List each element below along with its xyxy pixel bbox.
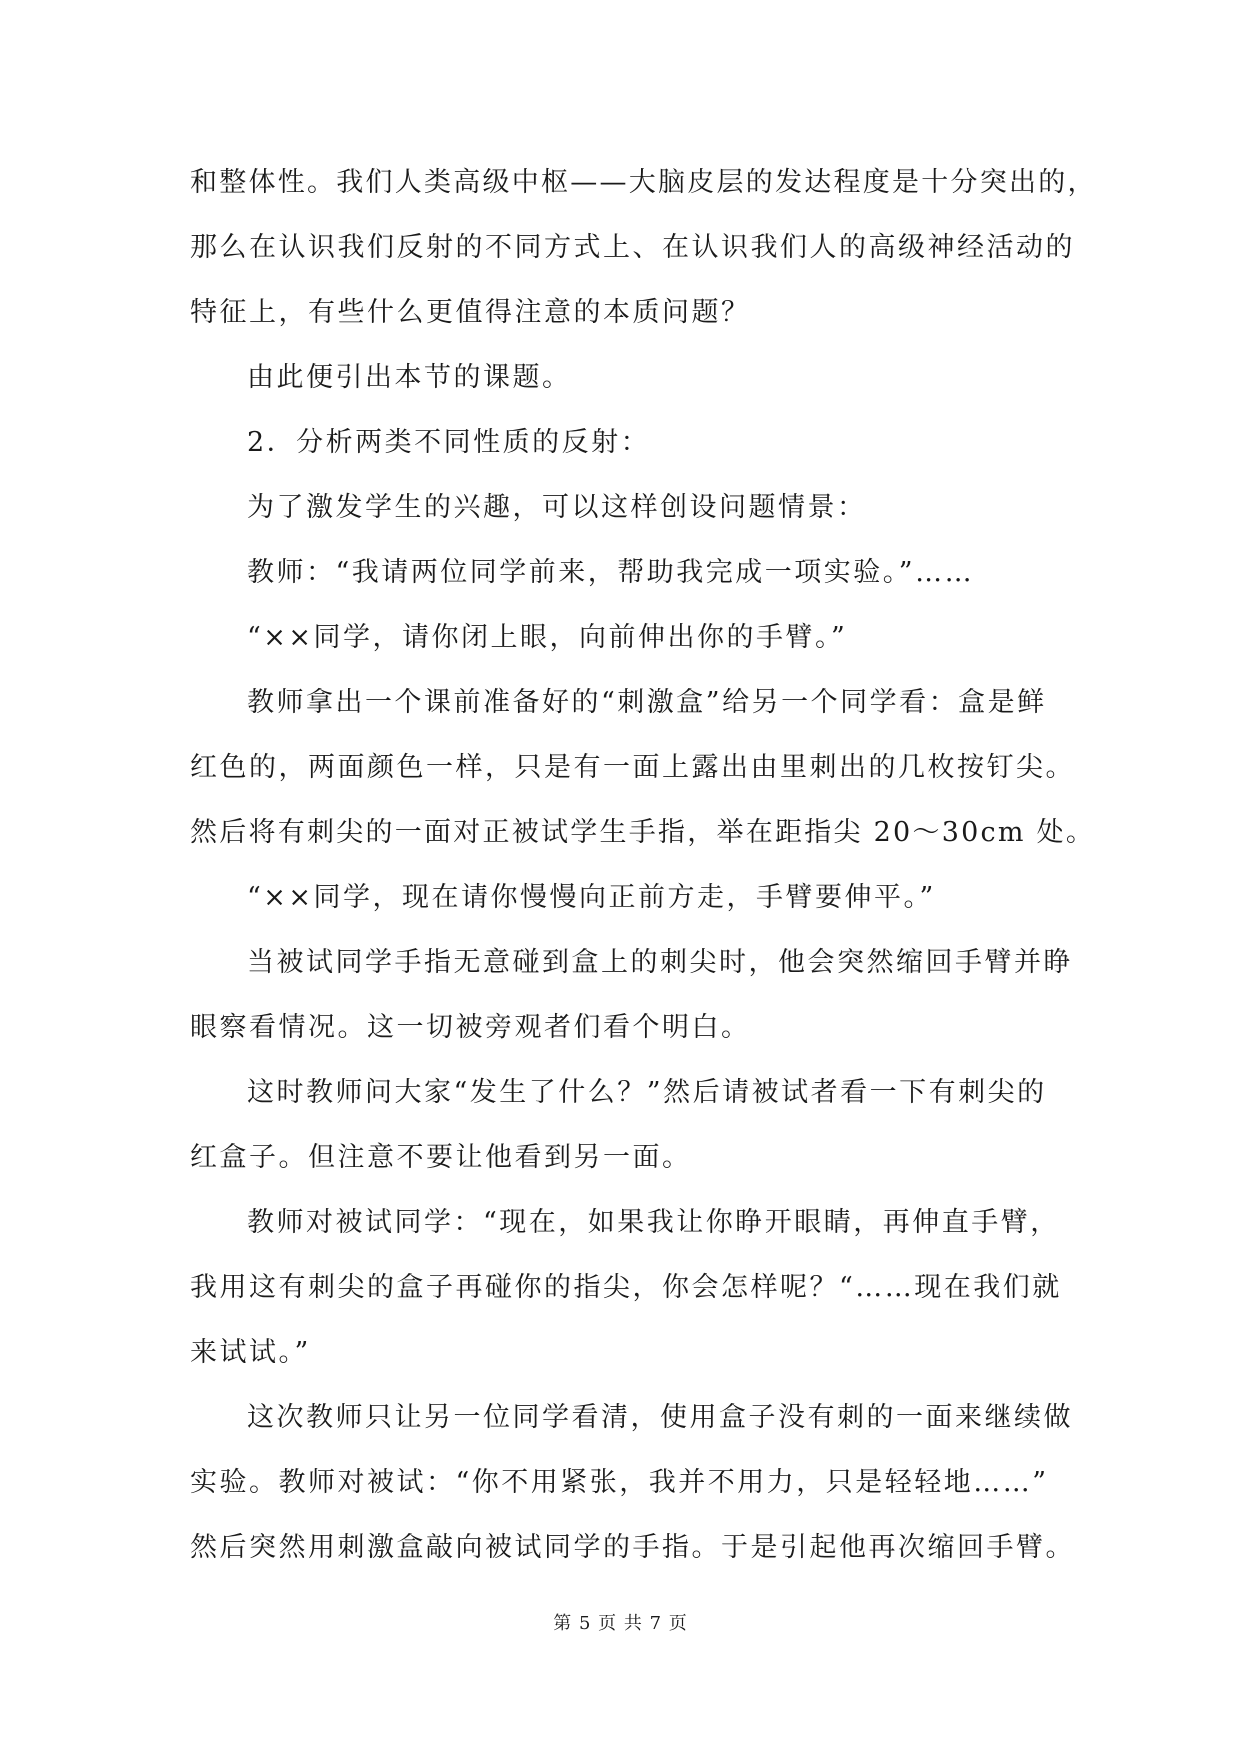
body-text-line: “××同学，现在请你慢慢向正前方走，手臂要伸平。” bbox=[247, 882, 936, 913]
body-text-line: 当被试同学手指无意碰到盒上的刺尖时，他会突然缩回手臂并睁 bbox=[247, 947, 1073, 978]
body-text-line: 然后将有刺尖的一面对正被试学生手指，举在距指尖 20～30cm 处。 bbox=[190, 817, 1096, 848]
body-text-line: 来试试。” bbox=[190, 1337, 311, 1368]
body-text-line: 眼察看情况。这一切被旁观者们看个明白。 bbox=[190, 1012, 751, 1043]
body-text-line: 这时教师问大家“发生了什么？”然后请被试者看一下有刺尖的 bbox=[247, 1077, 1047, 1108]
body-text-line: 教师拿出一个课前准备好的“刺激盒”给另一个同学看：盒是鲜 bbox=[247, 687, 1047, 718]
body-text-line: 由此便引出本节的课题。 bbox=[247, 362, 572, 393]
body-text-line: 实验。教师对被试：“你不用紧张，我并不用力，只是轻轻地……” bbox=[190, 1467, 1049, 1498]
body-text-line: 教师：“我请两位同学前来，帮助我完成一项实验。”…… bbox=[247, 557, 975, 588]
body-text-line: 2．分析两类不同性质的反射： bbox=[247, 427, 651, 458]
body-text-line: “××同学，请你闭上眼，向前伸出你的手臂。” bbox=[247, 622, 848, 653]
body-text-line: 和整体性。我们人类高级中枢——大脑皮层的发达程度是十分突出的， bbox=[190, 167, 1097, 198]
body-text-line: 这次教师只让另一位同学看清，使用盒子没有刺的一面来继续做 bbox=[247, 1402, 1073, 1433]
body-text-line: 红盒子。但注意不要让他看到另一面。 bbox=[190, 1142, 692, 1173]
body-text-line: 特征上，有些什么更值得注意的本质问题？ bbox=[190, 297, 751, 328]
body-text-line: 教师对被试同学：“现在，如果我让你睁开眼睛，再伸直手臂， bbox=[247, 1207, 1060, 1238]
page-number-footer: 第 5 页 共 7 页 bbox=[553, 1613, 688, 1634]
body-text-line: 红色的，两面颜色一样，只是有一面上露出由里刺出的几枚按钉尖。 bbox=[190, 752, 1075, 783]
body-text-line: 我用这有刺尖的盒子再碰你的指尖，你会怎样呢？“……现在我们就 bbox=[190, 1272, 1062, 1303]
body-text-line: 那么在认识我们反射的不同方式上、在认识我们人的高级神经活动的 bbox=[190, 232, 1075, 263]
body-text-line: 为了激发学生的兴趣，可以这样创设问题情景： bbox=[247, 492, 867, 523]
body-text-line: 然后突然用刺激盒敲向被试同学的手指。于是引起他再次缩回手臂。 bbox=[190, 1532, 1075, 1563]
